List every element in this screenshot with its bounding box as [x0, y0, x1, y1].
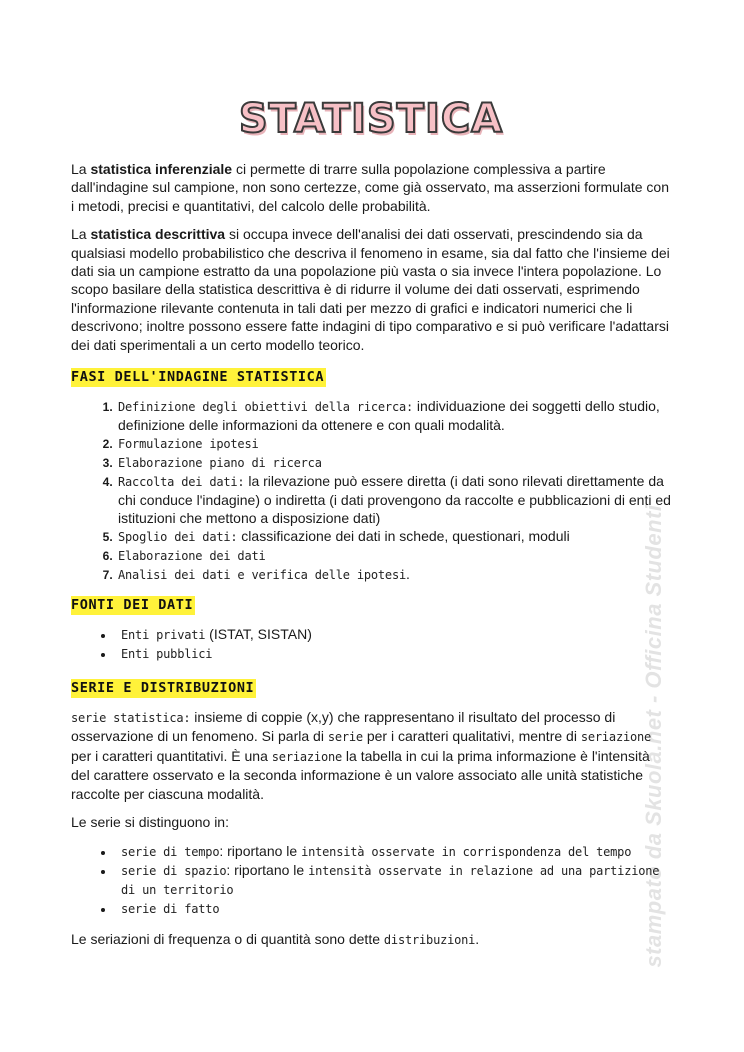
- list-item: 1. Definizione degli obiettivi della ricerca: individuazione dei soggetti dello studio, definizione delle informazioni da ottenere e con quali modalità.: [116, 397, 671, 434]
- phases-list: [71, 397, 671, 584]
- serie-definition-paragraph: serie statistica: insieme di coppie (x,y) che rappresentano il risultato del processo di osservazione di un fenomeno. Si parla di serie per i caratteri qualitativi, mentre di seriazione per i caratteri quantitativi. È una seriazione la tabella in cui la prima informazione è l'intensità del carattere osservato e la seconda informazione è un valore associato alle unità statistiche raccolte per ciascuna modalità.: [71, 709, 652, 802]
- distribuzioni-paragraph: Le seriazioni di frequenza o di quantità sono dette distribuzioni.: [71, 930, 480, 947]
- page-title: STATISTICA: [238, 96, 504, 142]
- list-item: • serie di tempo: riportano le intensità osservate in corrispondenza del tempo: [115, 842, 671, 861]
- list-item: 3. Elaborazione piano di ricerca: [116, 453, 671, 472]
- sources-list: [71, 625, 671, 663]
- list-item: 7. Analisi dei dati e verifica delle ipotesi.: [116, 565, 671, 584]
- watermark: stampato da Skuola.net - Officina Studenti: [641, 504, 666, 968]
- list-item: • Enti privati (ISTAT, SISTAN): [115, 625, 671, 644]
- intro-paragraph-descrittiva: La statistica descrittiva si occupa invece dell'analisi dei dati osservati, prescindendo sia da qualsiasi modello probabilistico che descriva il fenomeno in esame, sia dal fatto che l'insieme dei dati sia un campione estratto da una popolazione più vasta o sia invece l'intera popolazione. Lo scopo basilare della statistica descrittiva è di ridurre il volume dei dati osservati, esprimendo l'informazione rilevante contenuta in tali dati per mezzo di grafici e indicatori numerici che li descrivono; inoltre possono essere fatte indagini di tipo comparativo e si può verificare l'adattarsi dei dati sperimentali a un certo modello teorico.: [71, 226, 670, 353]
- serie-types-list: [71, 842, 671, 918]
- document-page: [71, 96, 671, 959]
- list-item: • serie di spazio: riportano le intensità osservate in relazione ad una partizione di un territorio: [115, 861, 671, 899]
- list-item: 4. Raccolta dei dati: la rilevazione può essere diretta (i dati sono rilevati direttamente da chi conduce l'indagine) o indiretta (i dati provengono da raccolte e pubblicazioni di enti ed istituzioni che mettono a disposizione dati): [116, 472, 671, 527]
- intro-paragraph-inferenziale: La statistica inferenziale ci permette di trarre sulla popolazione complessiva a partire dall'indagine sul campione, non sono certezze, come già osservato, ma asserzioni formulate con i metodi, precisi e quantitativi, del calcolo delle probabilità.: [71, 161, 669, 214]
- list-item: • serie di fatto: [115, 899, 671, 918]
- section-heading-serie: SERIE E DISTRIBUZIONI: [71, 680, 255, 697]
- list-item: 6. Elaborazione dei dati: [116, 546, 671, 565]
- list-item: • Enti pubblici: [115, 644, 671, 663]
- section-heading-fonti: FONTI DEI DATI: [71, 597, 194, 614]
- list-item: 2. Formulazione ipotesi: [116, 434, 671, 453]
- section-heading-fasi: FASI DELL'INDAGINE STATISTICA: [71, 369, 325, 386]
- list-item: 5. Spoglio dei dati: classificazione dei dati in schede, questionari, moduli: [116, 527, 671, 546]
- serie-intro-paragraph: Le serie si distinguono in:: [71, 814, 229, 831]
